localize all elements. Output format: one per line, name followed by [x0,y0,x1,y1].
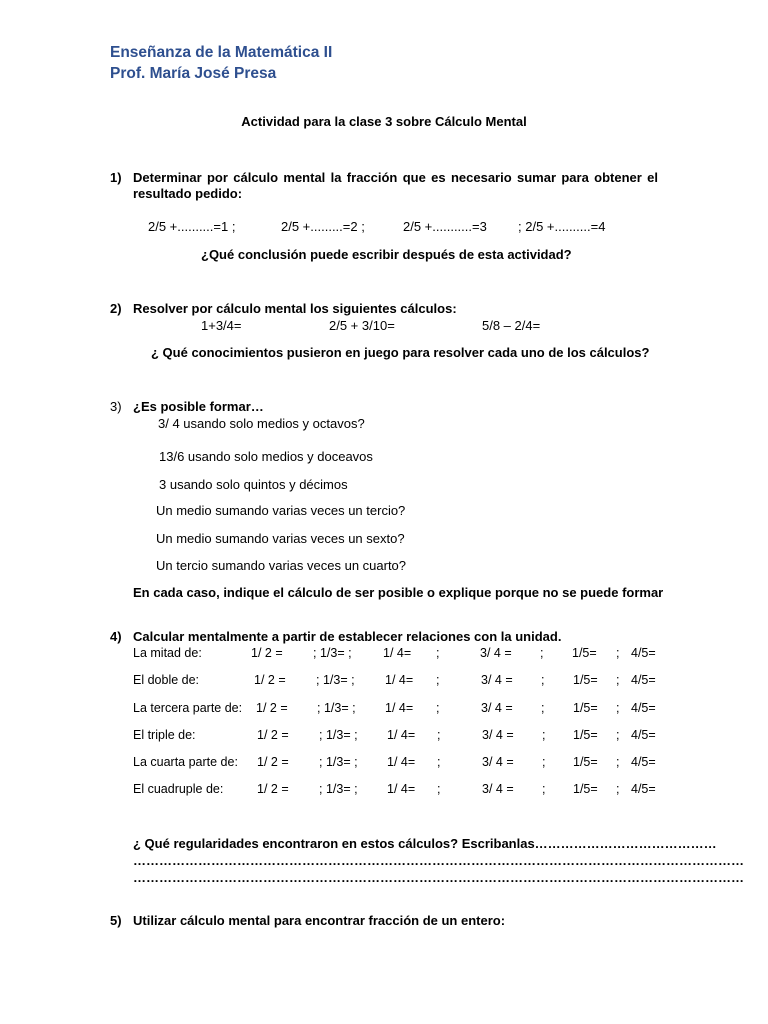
q1-expr-1: 2/5 +..........=1 ; [148,219,236,234]
table-row [0,701,768,721]
row-label: La tercera parte de: [133,701,243,715]
cell: 1/5= [573,728,598,742]
cell: ; [542,782,546,796]
cell: ; [437,728,441,742]
cell: 3/ 4 = [481,701,513,715]
cell: ; [541,673,545,687]
q2-number: 2) [110,301,122,316]
cell: 4/5= [631,728,656,742]
cell: ; [616,782,620,796]
cell: ; [541,701,545,715]
q3-closing: En cada caso, indique el cálculo de ser posible o explique porque no se puede formar [133,585,664,600]
cell: 1/ 2 = [256,701,288,715]
page-title: Actividad para la clase 3 sobre Cálculo Mental [241,114,527,129]
cell: 1/5= [573,782,598,796]
cell: 4/5= [631,755,656,769]
answer-line: …………………………………………………………………………………………………………………………… [133,853,744,868]
cell: ; [436,701,440,715]
table-row [0,728,768,748]
cell: 3/ 4 = [481,673,513,687]
cell: ; [616,673,620,687]
cell: 4/5= [631,673,656,687]
cell: 1/ 2 = [257,755,289,769]
table-row [0,782,768,802]
cell: ; [616,701,620,715]
cell: 1/ 4= [383,646,412,660]
cell: 1/5= [573,701,598,715]
cell: 1/ 4= [387,755,416,769]
q4-number: 4) [110,629,122,644]
cell: ; [436,646,440,660]
table-row [0,673,768,693]
q1-text-line1: Determinar por cálculo mental la fracción que es necesario sumar para obtener el [133,170,658,185]
q5-text: Utilizar cálculo mental para encontrar fracción de un entero: [133,913,506,928]
cell: 1/ 4= [385,701,414,715]
header-professor: Prof. María José Presa [110,65,277,82]
cell: ; [616,728,620,742]
cell: ; 1/3= ; [319,755,358,769]
cell: ; [616,755,620,769]
cell: 1/5= [573,755,598,769]
row-label: La mitad de: [133,646,202,660]
cell: ; [437,755,441,769]
table-row [0,646,768,666]
row-label: El doble de: [133,673,200,687]
header-course: Enseñanza de la Matemática II [110,44,333,61]
q3-item: Un medio sumando varias veces un tercio? [156,503,406,518]
cell: 1/ 2 = [251,646,283,660]
cell: 1/ 2 = [254,673,286,687]
cell: 1/ 4= [385,673,414,687]
cell: ; [616,646,620,660]
q2-text: Resolver por cálculo mental los siguientes cálculos: [133,301,457,316]
cell: 1/ 2 = [257,728,289,742]
answer-line: …………………………………………………………………………………………………………………………… [133,870,744,885]
cell: 1/5= [572,646,597,660]
q1-expr-3: 2/5 +...........=3 [403,219,487,234]
cell: ; [542,755,546,769]
row-label: La cuarta parte de: [133,755,238,769]
row-label: El triple de: [133,728,196,742]
q3-item: Un tercio sumando varias veces un cuarto? [156,558,407,573]
q1-number: 1) [110,170,122,185]
q3-item: 3 usando solo quintos y décimos [159,477,348,492]
cell: ; [436,673,440,687]
cell: 3/ 4 = [482,755,514,769]
cell: 1/ 2 = [257,782,289,796]
cell: ; 1/3= ; [319,782,358,796]
q1-question: ¿Qué conclusión puede escribir después de esta actividad? [201,247,572,262]
cell: 4/5= [631,646,656,660]
q3-item: 3/ 4 usando solo medios y octavos? [158,416,365,431]
cell: 4/5= [631,782,656,796]
cell: ; 1/3= ; [316,673,355,687]
q3-item: 13/6 usando solo medios y doceavos [159,449,373,464]
cell: 3/ 4 = [482,782,514,796]
q3-text: ¿Es posible formar… [133,399,264,414]
cell: 4/5= [631,701,656,715]
cell: 1/ 4= [387,728,416,742]
cell: 1/5= [573,673,598,687]
cell: 3/ 4 = [480,646,512,660]
cell: ; [437,782,441,796]
cell: ; 1/3= ; [319,728,358,742]
cell: 1/ 4= [387,782,416,796]
q2-expr-2: 2/5 + 3/10= [329,318,395,333]
cell: ; [542,728,546,742]
q5-number: 5) [110,913,122,928]
table-row [0,755,768,775]
q4-text: Calcular mentalmente a partir de establecer relaciones con la unidad. [133,629,562,644]
q2-expr-1: 1+3/4= [201,318,242,333]
q3-number: 3) [110,399,122,414]
cell: ; 1/3= ; [313,646,352,660]
q2-question: ¿ Qué conocimientos pusieron en juego para resolver cada uno de los cálculos? [151,345,650,360]
q3-item: Un medio sumando varias veces un sexto? [156,531,405,546]
q4-question: ¿ Qué regularidades encontraron en estos cálculos? Escribanlas…………………………………… [133,836,717,851]
q1-expr-4: ; 2/5 +..........=4 [518,219,606,234]
cell: ; 1/3= ; [317,701,356,715]
cell: ; [540,646,544,660]
cell: 3/ 4 = [482,728,514,742]
row-label: El cuadruple de: [133,782,224,796]
q2-expr-3: 5/8 – 2/4= [482,318,541,333]
q1-text-line2: resultado pedido: [133,186,243,201]
q1-expr-2: 2/5 +.........=2 ; [281,219,365,234]
